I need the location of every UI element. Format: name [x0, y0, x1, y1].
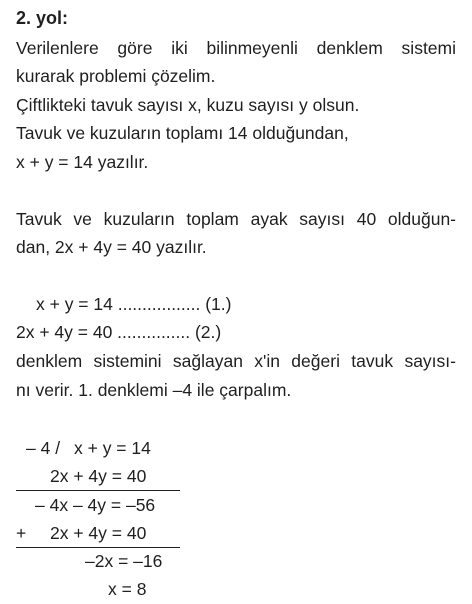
- equation-2: 2x + 4y = 40 ............... (2.): [16, 322, 222, 342]
- elimination-row2: 2x + 4y = 40: [50, 466, 147, 486]
- paragraph1-line1: Verilenlere göre iki bilinmeyenli denklem sistemi: [16, 38, 456, 58]
- elimination-row3: – 4x – 4y = –56: [35, 495, 156, 515]
- paragraph2-line1: Tavuk ve kuzuların toplam ayak sayısı 40 olduğun-: [16, 209, 456, 229]
- paragraph1-line2: kurarak problemi çözelim.: [16, 66, 216, 86]
- paragraph1-line3: Çiftlikteki tavuk sayısı x, kuzu sayısı y olsun.: [16, 95, 360, 115]
- solution-result: x = 8: [108, 579, 147, 599]
- elimination-row4: 2x + 4y = 40: [50, 523, 147, 543]
- paragraph3-line1: denklem sistemini sağlayan x'in değeri tavuk sayısı-: [16, 351, 456, 371]
- multiplier-label: – 4 /: [26, 438, 61, 458]
- elimination-row1: x + y = 14: [74, 438, 151, 458]
- paragraph1-line5: x + y = 14 yazılır.: [16, 152, 149, 172]
- method-heading: 2. yol:: [16, 8, 69, 28]
- divider-line-2: [16, 547, 180, 548]
- paragraph2-line2: dan, 2x + 4y = 40 yazılır.: [16, 237, 207, 257]
- divider-line-1: [16, 490, 180, 491]
- elimination-row5: –2x = –16: [85, 551, 163, 571]
- plus-sign: +: [16, 523, 27, 543]
- paragraph1-line4: Tavuk ve kuzuların toplamı 14 olduğundan,: [16, 123, 349, 143]
- equation-1: x + y = 14 ................. (1.): [36, 294, 232, 314]
- paragraph3-line2: nı verir. 1. denklemi –4 ile çarpalım.: [16, 380, 292, 400]
